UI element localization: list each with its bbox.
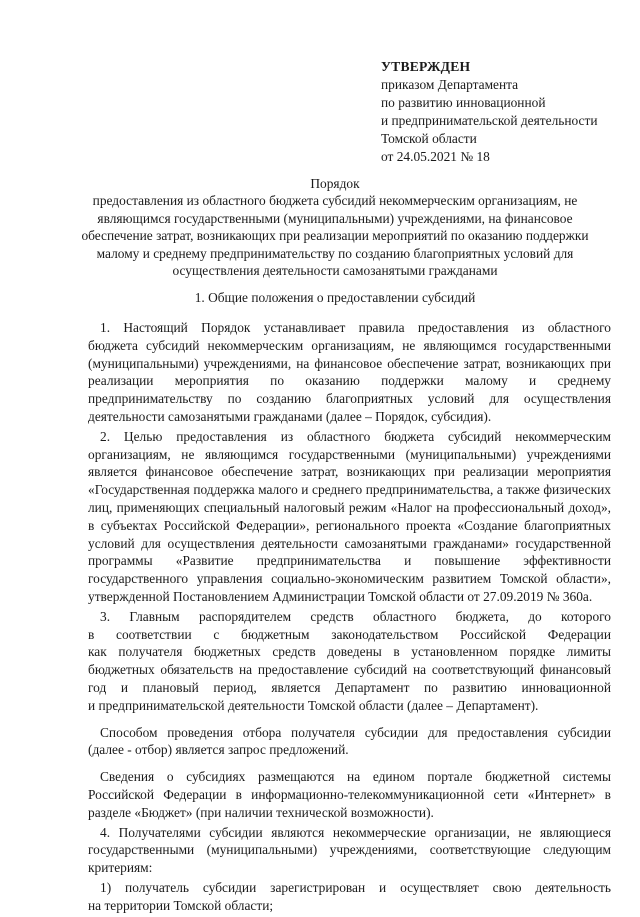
text-line: 3. Главным распорядителем средств областного бюджета, до которого	[100, 608, 611, 624]
text-line: деятельности самозанятыми гражданами (далее – Порядок, субсидия).	[88, 408, 492, 424]
approval-line: приказом Департамента	[381, 77, 519, 92]
text-line: 1) получатель субсидии зарегистрирован и осуществляет свою деятельность	[100, 879, 611, 895]
approval-block	[381, 58, 631, 166]
text-line: год и плановый период, является Департамент по развитию инновационной	[88, 679, 611, 695]
document-body	[88, 319, 611, 917]
text-line: 1. Настоящий Порядок устанавливает правила предоставления из областного	[100, 320, 611, 335]
text-line: является финансовое обеспечение затрат, возникающих при реализации мероприятия	[88, 464, 611, 480]
document-title-line: предоставления из областного бюджета субсидий некоммерческим организациям, не	[92, 193, 578, 209]
text-line: (далее - отбор) является запрос предложений.	[88, 742, 349, 758]
paragraph-subsidy-info	[88, 768, 611, 821]
text-line: «Государственная поддержка малого и среднего предпринимательства, а также физических	[88, 482, 611, 498]
approval-line: по развитию инновационной	[381, 95, 546, 110]
text-line: Сведения о субсидиях размещаются на едином портале бюджетной системы	[100, 769, 611, 785]
approval-line: Томской области	[381, 131, 477, 146]
text-line: критериям:	[88, 860, 153, 876]
text-line: в соответствии с бюджетным законодательством Российской Федерации	[88, 626, 611, 642]
paragraph-3	[88, 608, 611, 715]
paragraph-1	[88, 319, 611, 426]
text-line: Способом проведения отбора получателя субсидии для предоставления субсидии	[100, 724, 611, 740]
text-line: условий для осуществления деятельности самозанятыми гражданами» государственной	[88, 535, 611, 551]
section-heading: 1. Общие положения о предоставлении субсидий	[194, 290, 476, 305]
text-line: Российской Федерации в информационно-телекоммуникационной сети «Интернет» в	[88, 786, 611, 802]
text-line: бюджетных обязательств на предоставление субсидий на соответствующий финансовый	[88, 662, 611, 678]
text-line: реализации мероприятия по оказанию поддержки малому и среднему	[88, 373, 611, 389]
approval-line: и предпринимательской деятельности	[381, 113, 598, 128]
text-line: предпринимательству по созданию благоприятных условий для осуществления	[88, 391, 611, 407]
paragraph-2	[88, 428, 611, 606]
paragraph-selection-method	[88, 724, 611, 760]
paragraph-4	[88, 824, 611, 877]
text-line: (муниципальными) учреждениями, на финансовое обеспечение затрат, возникающих при	[88, 355, 611, 371]
text-line: на территории Томской области;	[88, 897, 274, 913]
text-line: разделе «Бюджет» (при наличии технической возможности).	[88, 804, 434, 820]
document-title-line: обеспечение затрат, возникающих при реализации мероприятий по оказанию поддержки	[81, 228, 589, 244]
text-line: организациям, не являющимся государственными (муниципальными) учреждениями	[88, 446, 611, 462]
document-title-line: осуществления деятельности самозанятыми гражданами	[172, 263, 498, 279]
document-heading: Порядок	[310, 176, 360, 191]
document-title-line: являющимся государственными (муниципальными) учреждениями, на финансовое	[97, 210, 573, 226]
text-line: и предпринимательской деятельности Томской области (далее – Департамент).	[88, 697, 539, 713]
text-line: в субъектах Российской Федерации», регионального проекта «Создание благоприятных	[88, 517, 611, 533]
document-title	[80, 175, 590, 279]
text-line: 2. Целью предоставления из областного бюджета субсидий некоммерческим	[100, 428, 611, 444]
text-line: лиц, применяющих специальный налоговый режим «Налог на профессиональный доход»,	[88, 499, 611, 515]
document-title-line: малому и среднему предпринимательству по созданию благоприятных условий для	[96, 245, 574, 261]
text-line: 4. Получателями субсидии являются некоммерческие организации, не являющиеся	[100, 824, 611, 840]
text-line: государственными (муниципальными) учреждениями, соответствующие следующим	[88, 842, 611, 858]
text-line: государственного управления социально-экономическим развитием Томской области»,	[88, 571, 611, 587]
approval-date: от 24.05.2021 № 18	[381, 149, 490, 164]
paragraph-criterion-1	[88, 879, 611, 915]
text-line: как получателя бюджетных средств доведены в установленном порядке лимиты	[88, 644, 611, 660]
approval-title: УТВЕРЖДЕН	[381, 59, 471, 74]
text-line: бюджета субсидий некоммерческим организациям, не являющимся государственными	[88, 337, 611, 353]
text-line: программы «Развитие предпринимательства и повышение эффективности	[88, 553, 611, 569]
text-line: утвержденной Постановлением Администрации Томской области от 27.09.2019 № 360а.	[88, 588, 593, 604]
